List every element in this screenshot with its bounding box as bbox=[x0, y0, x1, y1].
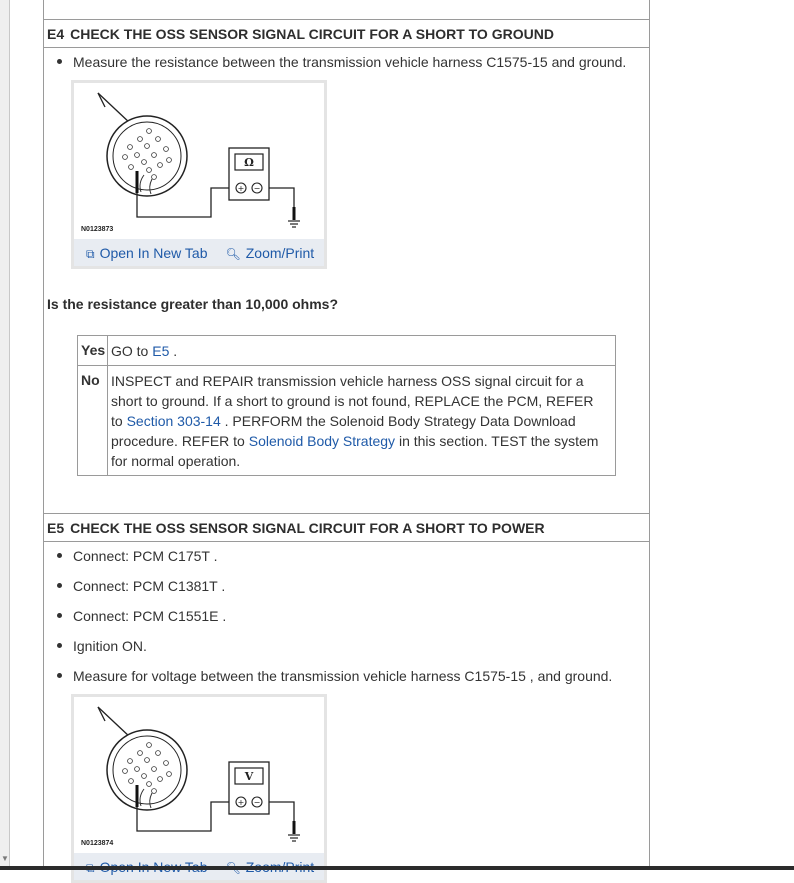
plus-terminal: + bbox=[237, 184, 245, 193]
step-e5-bullet: Connect: PCM C1381T . bbox=[57, 578, 225, 594]
step-e4-code: E4 bbox=[47, 26, 65, 42]
step-e5-bullet: Ignition ON. bbox=[57, 638, 147, 654]
minus-terminal: − bbox=[253, 798, 261, 807]
step-e5-header bbox=[44, 513, 649, 542]
ohm-symbol: Ω bbox=[244, 156, 254, 169]
bullet-text: Measure the resistance between the transmission vehicle harness C1575-15 and ground. bbox=[73, 54, 627, 70]
bullet-dot-icon bbox=[57, 59, 62, 64]
minus-terminal: − bbox=[253, 184, 261, 193]
link-section-303-14[interactable]: Section 303-14 bbox=[126, 413, 221, 429]
yes-key: Yes bbox=[78, 336, 108, 366]
bullet-dot-icon bbox=[57, 643, 62, 648]
step-e4-question: Is the resistance greater than 10,000 ohms? bbox=[47, 296, 339, 312]
magnifier-icon: 🔍︎ bbox=[225, 247, 241, 261]
yes-no-table bbox=[77, 335, 616, 476]
table-row-no bbox=[78, 366, 616, 476]
bullet-dot-icon bbox=[57, 613, 62, 618]
figure-code: N0123873 bbox=[81, 226, 114, 233]
no-action: INSPECT and REPAIR transmission vehicle harness OSS signal circuit for a short to ground. If a short to ground is not found, REPLACE the PCM, REFER to Section 303-14 . PERFORM the Solenoid Body Strategy Data Download procedure. REFER to Solenoid Body Strategy in this section. TEST the system for normal operation. bbox=[108, 366, 616, 476]
figure-code: N0123874 bbox=[81, 840, 114, 847]
figure-e4 bbox=[71, 80, 327, 269]
voltmeter-circuit-diagram[interactable] bbox=[74, 697, 324, 853]
connector-body bbox=[107, 730, 187, 810]
bullet-dot-icon bbox=[57, 553, 62, 558]
open-in-new-tab-link[interactable]: ⧉ Open In New Tab bbox=[86, 245, 208, 261]
bullet-dot-icon bbox=[57, 583, 62, 588]
bottom-edge-bar bbox=[0, 866, 794, 870]
link-solenoid-body-strategy[interactable]: Solenoid Body Strategy bbox=[248, 433, 396, 449]
volt-symbol: V bbox=[244, 770, 254, 783]
plus-terminal: + bbox=[237, 798, 245, 807]
procedure-content bbox=[43, 0, 650, 866]
no-key: No bbox=[78, 366, 108, 476]
bullet-dot-icon bbox=[57, 673, 62, 678]
table-row-yes bbox=[78, 336, 616, 366]
step-e5-bullet: Connect: PCM C1551E . bbox=[57, 608, 226, 624]
zoom-print-link[interactable]: 🔍︎ Zoom/Print bbox=[225, 245, 315, 261]
step-e4-title: CHECK THE OSS SENSOR SIGNAL CIRCUIT FOR A SHORT TO GROUND bbox=[70, 26, 554, 42]
connector-body bbox=[107, 116, 187, 196]
ohmmeter-circuit-diagram[interactable] bbox=[74, 83, 324, 239]
figure-e5 bbox=[71, 694, 327, 883]
left-scrollbar[interactable] bbox=[0, 0, 10, 870]
link-e5[interactable]: E5 bbox=[152, 343, 170, 359]
step-e4-bullet bbox=[57, 54, 626, 70]
figure-links bbox=[74, 239, 324, 266]
step-e5-code: E5 bbox=[47, 520, 65, 536]
step-e4-header bbox=[44, 19, 649, 48]
step-e5-title: CHECK THE OSS SENSOR SIGNAL CIRCUIT FOR A SHORT TO POWER bbox=[70, 520, 545, 536]
yes-action: GO to E5 . bbox=[108, 336, 616, 366]
open-tab-icon: ⧉ bbox=[86, 247, 95, 261]
step-e5-bullet: Connect: PCM C175T . bbox=[57, 548, 217, 564]
scroll-down-arrow-icon[interactable]: ▼ bbox=[1, 854, 9, 863]
step-e5-bullet: Measure for voltage between the transmission vehicle harness C1575-15 , and ground. bbox=[57, 668, 612, 684]
